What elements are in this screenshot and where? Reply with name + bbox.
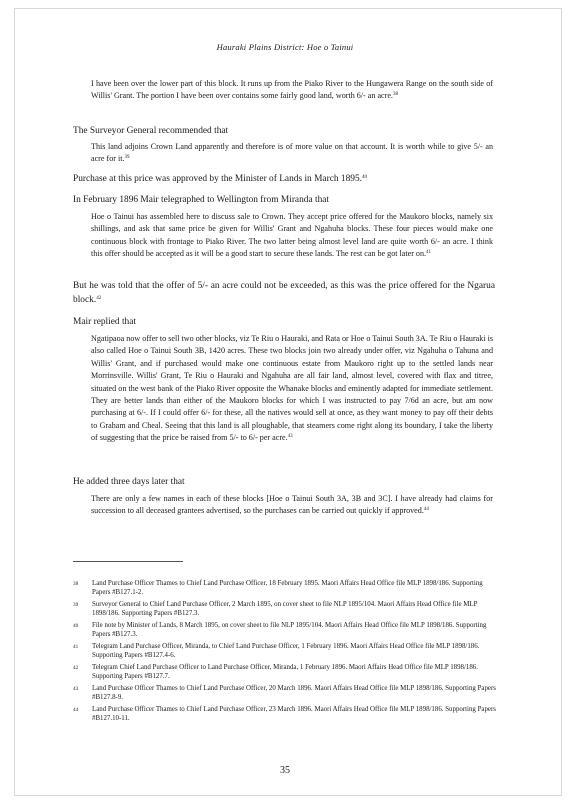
- footnote-number: 38: [73, 581, 79, 587]
- footnote-text: Land Purchase Officer Thames to Chief Land Purchase Officer, 23 March 1896. Maori Affairs Head Office file MLP 1898/186. Supporting Papers #B127.10-11.: [92, 706, 496, 722]
- footnote-number: 43: [73, 686, 79, 692]
- footnote: [73, 622, 497, 640]
- footnote-text: Telegram Land Purchase Officer, Miranda, to Chief Land Purchase Officer, 1 February 1896. Maori Affairs Head Office file MLP 1898/186. Supporting Papers #B127.4-6.: [92, 643, 480, 659]
- block-text: But he was told that the offer of 5/- an acre could not be exceeded, as this was the price offered for the Ngarua block.: [73, 281, 495, 305]
- running-head: Hauraki Plains District: Hoe o Tainui: [216, 42, 354, 52]
- footnote: [73, 706, 497, 724]
- block-text: Purchase at this price was approved by the Minister of Lands in March 1895.: [73, 174, 362, 184]
- footnote-ref: 43: [287, 434, 293, 440]
- block-quote: [91, 333, 493, 445]
- block-text: Hoe o Tainui has assembled here to discuss sale to Crown. They accept price offered for the Maukoro blocks, namely six shillings, and ask that same price be given for Willis' Grant and Ngahuha blocks. These four pieces would make one continuous block with frontage to Piako River. The two latter being almost level land are quite worth 6/- an acre. I think this offer should be accepted as it will be a good start to secure these lands. The rest can be got later on.: [91, 212, 493, 259]
- footnote-ref: 44: [423, 507, 429, 513]
- block-quote: [91, 211, 493, 261]
- body-paragraph: [73, 279, 495, 307]
- footnote-text: Land Purchase Officer Thames to Chief Land Purchase Officer, 20 March 1896. Maori Affairs Head Office file MLP 1898/186. Supporting Papers #B127.8-9.: [92, 685, 496, 701]
- footnote-number: 41: [73, 644, 79, 650]
- body-paragraph: [73, 475, 495, 489]
- footnote-ref: 40: [362, 175, 367, 180]
- footnote-number: 44: [73, 707, 79, 713]
- footnote-number: 39: [73, 602, 79, 608]
- footnote-text: File note by Minister of Lands, 8 March 1895, on cover sheet to file NLP 1895/104. Maori Affairs Head Office file MLP 1898/186. Supporting Papers #B127.3.: [92, 622, 487, 638]
- footnote-ref: 38: [392, 92, 398, 98]
- footnote-text: Land Purchase Officer Thames to Chief Land Purchase Officer, 18 February 1895. Maori Affairs Head Office file MLP 1898/186. Supporting Papers #B127.1-2.: [92, 580, 483, 596]
- block-quote: [91, 78, 493, 103]
- footnote-ref: 42: [96, 296, 102, 301]
- footnote-text: Telegram Chief Land Purchase Officer to Land Purchase Officer, Miranda, 1 February 1896. Maori Affairs Head Office file MLP 1898/186. Supporting Papers #B127.7.: [92, 664, 478, 680]
- footnote-number: 42: [73, 665, 79, 671]
- footnote-ref: 39: [124, 155, 130, 161]
- footnote: [73, 580, 497, 598]
- body-paragraph: [73, 172, 495, 186]
- footnote: [73, 664, 497, 682]
- block-text: Mair replied that: [73, 317, 136, 327]
- footnote-ref: 41: [426, 250, 432, 256]
- block-text: Ngatipaoa now offer to sell two other blocks, viz Te Riu o Hauraki, and Rata or Hoe o Tainui South 3A. Te Riu o Hauraki is also called Hoe o Tainui South 3B, 1420 acres. These two blocks join two already under offer, viz Ngahuha o Tahuna and Willis' Grant, and if purchased would make one continuous estate from Maukoro right up to the settled lands near Morrinsville. Willis' Grant, Te Riu o Hauraki and Ngahuha are all fair land, almost level, covered with flax and titree, situated on the west bank of the Piako River opposite the Whanake blocks and eminently adapted for immediate settlement. They are better lands than either of the Maukoro blocks for which I was instructed to pay 7/6d an acre, but am now purchasing at 6/-. If I could offer 6/- for these, all the natives would sell at once, as they want money to pay off their debts to Graham and Cheal. Seeing that this land is all ploughable, that steamers come right along its boundary, I take the liberty of suggesting that the price be raised from 5/- to 6/- per acre.: [91, 334, 493, 443]
- footnote-number: 40: [73, 623, 79, 629]
- body-paragraph: [73, 124, 495, 138]
- page-number: 35: [280, 765, 290, 776]
- block-text: This land adjoins Crown Land apparently and therefore is of more value on that account. It is worth while to give 5/- an acre for it.: [91, 142, 493, 164]
- block-quote: [91, 493, 493, 518]
- block-text: There are only a few names in each of these blocks [Hoe o Tainui South 3A, 3B and 3C]. I have already had claims for succession to all deceased grantees advertised, so the purchases can be carried out quickly if approved.: [91, 494, 493, 516]
- footnote-divider: [73, 561, 183, 562]
- block-text: In February 1896 Mair telegraphed to Wellington from Miranda that: [73, 195, 330, 205]
- body-paragraph: [73, 193, 495, 207]
- footnote: [73, 643, 497, 661]
- block-quote: [91, 141, 493, 166]
- footnote: [73, 601, 497, 619]
- block-text: He added three days later that: [73, 477, 185, 487]
- footnote-text: Surveyor General to Chief Land Purchase Officer, 2 March 1895, on cover sheet to file NLP 1895/104. Maori Affairs Head Office file MLP 1898/186. Supporting Papers #B127.3.: [92, 601, 478, 617]
- block-text: The Surveyor General recommended that: [73, 126, 229, 136]
- footnote: [73, 685, 497, 703]
- body-paragraph: [73, 315, 495, 329]
- block-text: I have been over the lower part of this block. It runs up from the Piako River to the Hungawera Range on the south side of Willis' Grant. The portion I have been over contains some fairly good land, worth 6/- an acre.: [91, 79, 493, 101]
